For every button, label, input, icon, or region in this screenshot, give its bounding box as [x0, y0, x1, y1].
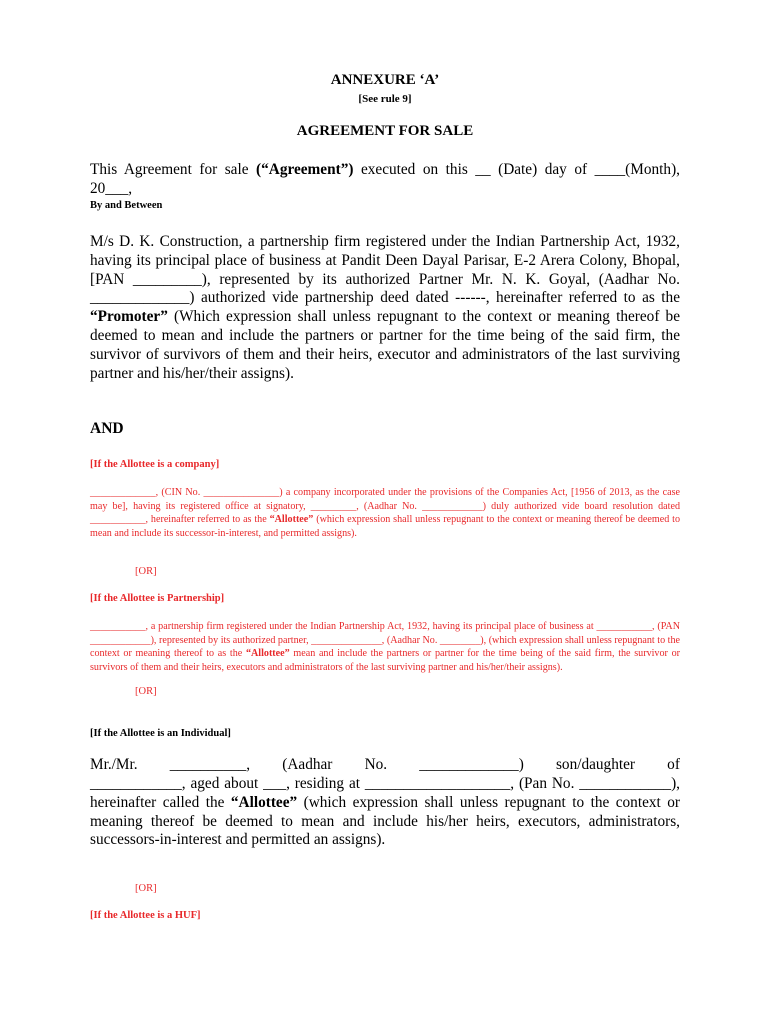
partnership-heading: [If the Allottee is Partnership] [90, 593, 225, 604]
or-separator-1: [OR] [135, 566, 157, 577]
individual-word: (Aadhar [282, 756, 333, 773]
partnership-text-bold: “Allottee” [245, 648, 290, 660]
individual-first-line [90, 756, 680, 775]
and-label: AND [90, 420, 124, 437]
individual-word: son/daughter [555, 756, 635, 773]
promoter-text-post: (Which expression shall unless repugnant to the context or meaning thereof be deemed to mean and include the partners or partner for the time being of the said firm, the survivor of survivors of them and their heirs, executor and administrators of the last surviving partner and his/her/their assigns). [90, 308, 680, 382]
promoter-text-bold: “Promoter” [90, 308, 168, 326]
rule-reference: [See rule 9] [358, 93, 412, 105]
company-text-bold: “Allottee” [269, 514, 314, 526]
huf-heading: [If the Allottee is a HUF] [90, 910, 201, 921]
intro-text-bold: (“Agreement”) [256, 161, 354, 178]
company-heading: [If the Allottee is a company] [90, 459, 220, 470]
individual-word: Mr./Mr. [90, 756, 138, 773]
partnership-paragraph [90, 620, 680, 674]
individual-paragraph [90, 775, 680, 850]
agreement-title: AGREEMENT FOR SALE [296, 123, 474, 139]
company-paragraph [90, 486, 680, 540]
individual-text-post: (which expression shall unless repugnant to the context or meaning thereof be deemed to mean and include his/her heirs, executors, administrators, successors-in-interest and permitted an assigns). [90, 793, 680, 849]
partnership-text-post: mean and include the partners or partner for the time being of the said firm, the survivor or survivors of them and their heirs, executors and administrators of the last surviving partner and his/her/their assigns). [90, 648, 680, 673]
individual-word: _____________) [419, 756, 524, 773]
partnership-text-pre: ___________, a partnership firm registered under the Indian Partnership Act, 1932, having its principal place of business at ___________, (PAN ____________), represented by its authorized partner, ______________, (Aadhar No. ________), (which expression shall unless repugnant to the context or meaning thereof to as the [90, 621, 680, 660]
individual-heading: [If the Allottee is an Individual] [90, 728, 231, 739]
individual-word: __________, [169, 756, 251, 773]
promoter-text-pre: M/s D. K. Construction, a partnership firm registered under the Indian Partnership Act, 1932, having its principal place of business at Pandit Deen Dayal Parisar, E-2 Arera Colony, Bhopal, [PAN _________), represented by its authorized Partner Mr. N. K. Goyal, (Aadhar No. _____________) authorized vide partnership deed dated ------, hereinafter referred to as the [90, 233, 680, 307]
individual-word: No. [364, 756, 388, 773]
intro-text-post: executed on this __ (Date) day of ____(Month), 20___, [90, 161, 680, 197]
or-separator-3: [OR] [135, 883, 157, 894]
annexure-heading: ANNEXURE ‘A’ [330, 72, 440, 88]
individual-word: of [667, 756, 680, 773]
promoter-paragraph [90, 233, 680, 383]
company-text-pre: _____________, (CIN No. _______________) a company incorporated under the provisions of the Companies Act, [1956 of 2013, as the case may be], having its registered office at signatory, _________, (Aadhar No. ____________) duly authorized vide board resolution dated ___________, hereinafter referred to as the [90, 487, 680, 526]
by-and-between: By and Between [90, 200, 163, 211]
intro-text-pre: This Agreement for sale [90, 161, 257, 178]
individual-text-pre: ____________, aged about ___, residing at ___________________, (Pan No. ____________), hereinafter called the [90, 775, 680, 811]
or-separator-2: [OR] [135, 686, 157, 697]
intro-paragraph [90, 161, 680, 199]
individual-text-bold: “Allottee” [230, 793, 298, 811]
company-text-post: (which expression shall unless repugnant to the context or meaning thereof be deemed to mean and include its successor-in-interest, and permitted assigns). [90, 514, 680, 539]
